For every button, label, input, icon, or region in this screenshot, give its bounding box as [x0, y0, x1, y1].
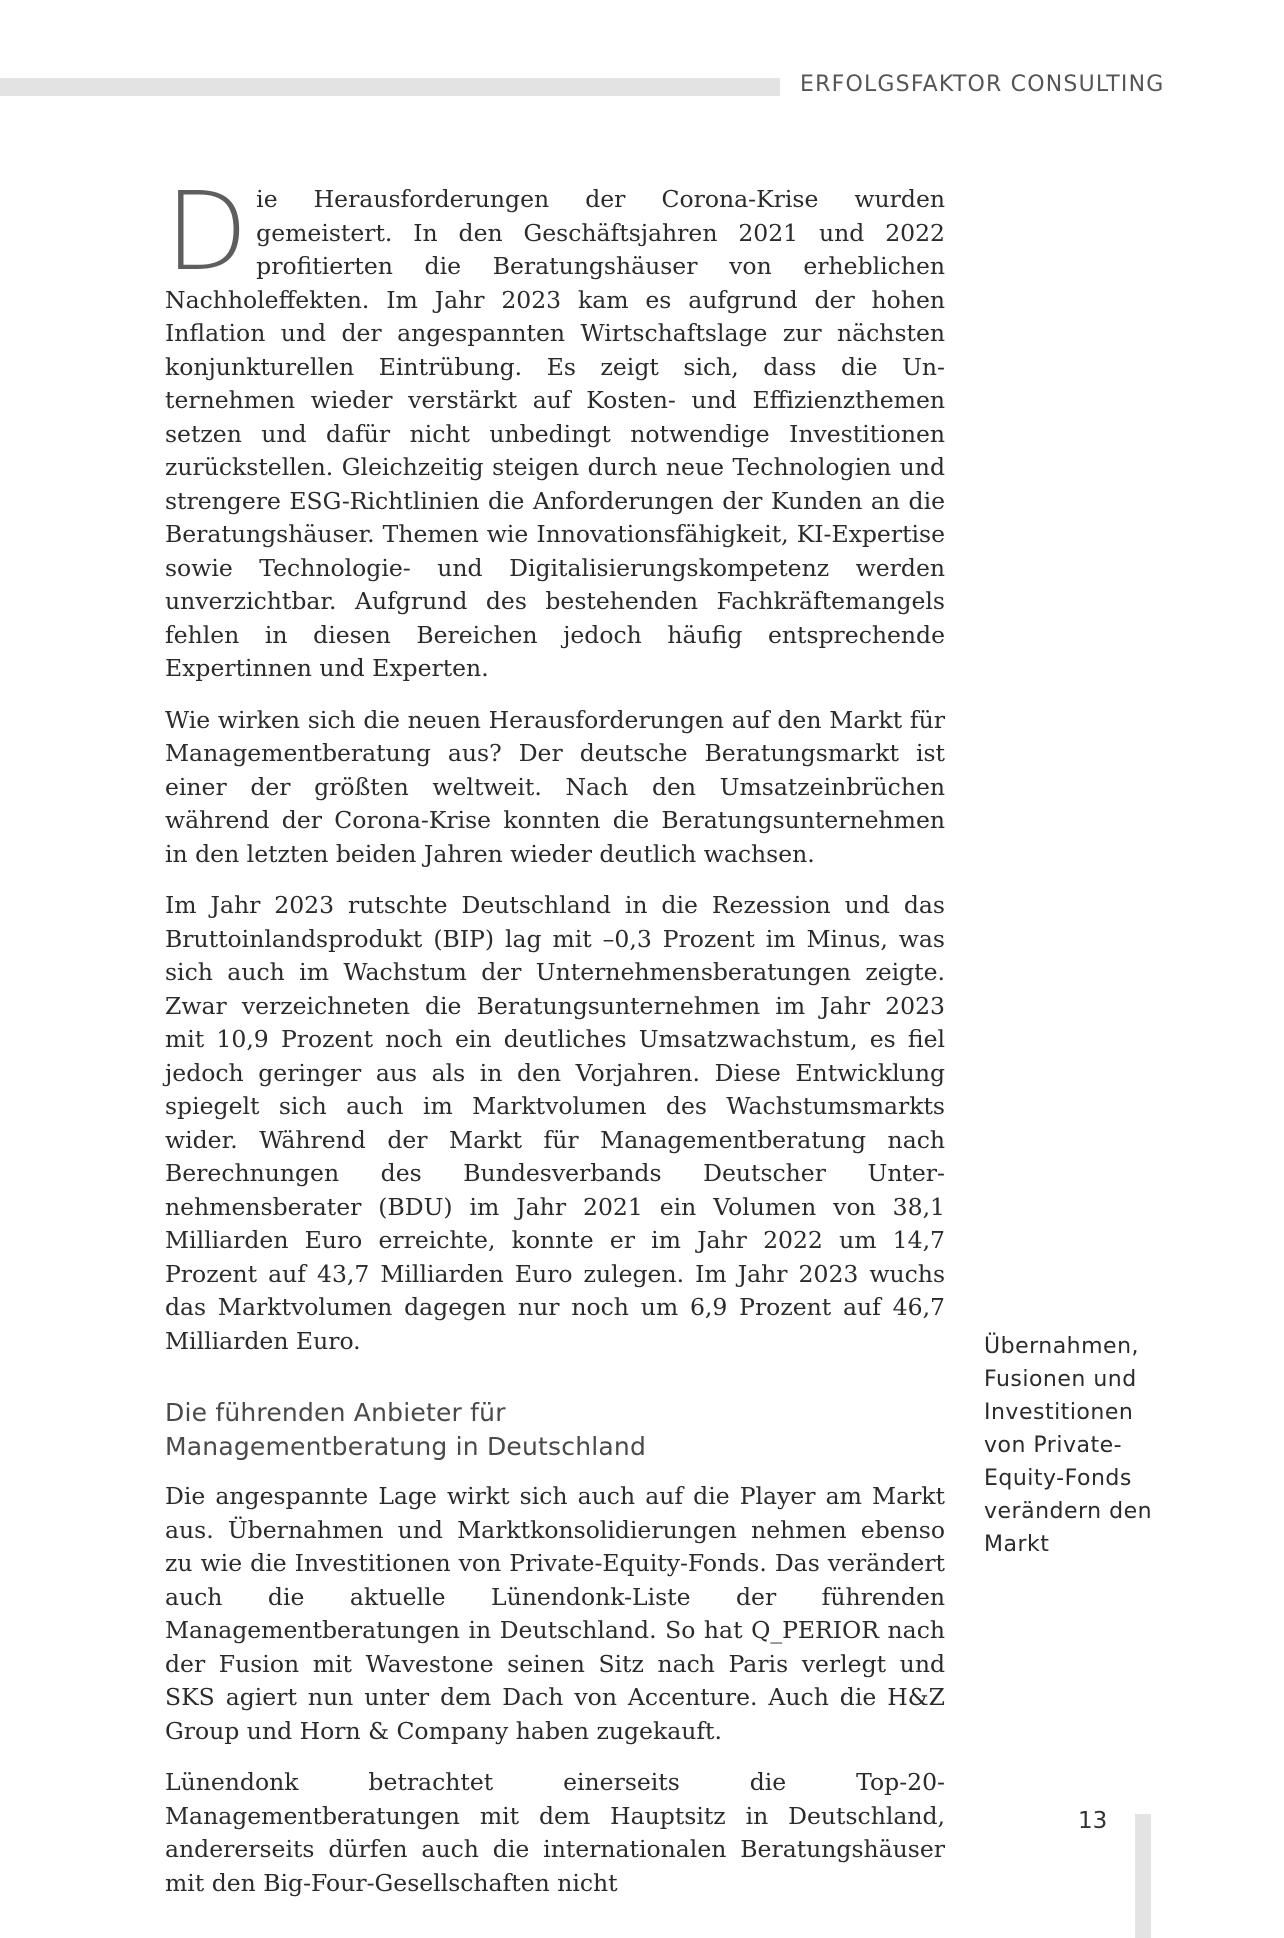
section-heading [165, 1396, 945, 1464]
section-heading-line-1: Die führenden Anbieter für [165, 1398, 506, 1427]
paragraph-players: Die angespannte Lage wirkt sich auch auf die Player am Markt aus. Übernahmen und Marktkonsolidierungen nehmen ebenso zu wie die Investitionen von Private-Equity-Fonds. Das verändert auch die aktuelle Lünendonk-Liste der führenden Managementberatungen in Deutschland. So hat Q_PERIOR nach der Fusion mit Wavestone seinen Sitz nach Paris verlegt und SKS agiert nun unter dem Dach von Accenture. Auch die H&Z Group und Horn & Company haben zugekauft. [165, 1482, 945, 1745]
page-number: 13 [1078, 1808, 1108, 1834]
margin-note-line: von Private- [984, 1433, 1123, 1458]
section-heading-line-2: Managementberatung in Deutschland [165, 1432, 647, 1461]
paragraph-luenendonk: Lünendonk betrachtet einerseits die Top-20-Managementberatungen mit dem Hauptsitz in Deutschland, andererseits dürfen auch die internationalen Beratungshäuser mit den Big-Four-Gesellschaften nicht [165, 1768, 945, 1897]
header-rule [0, 78, 780, 96]
paragraph-intro [165, 170, 945, 686]
margin-note-line: Investitionen [984, 1400, 1134, 1425]
margin-note-line: Markt [984, 1532, 1050, 1557]
page-edge-marker [1135, 1814, 1151, 1938]
margin-note [984, 1330, 1154, 1561]
paragraph-market-question: Wie wirken sich die neuen Herausforderungen auf den Markt für Managementberatung aus? Der deutsche Beratungsmarkt ist einer der größten weltweit. Nach den Umsatzeinbrüchen während der Corona-Krise konnten die Beratungsunternehmen in den letzten beiden Jahren wieder deutlich wachsen. [165, 705, 945, 868]
margin-note-line: Übernahmen, [984, 1334, 1140, 1359]
margin-note-line: verändern den [984, 1499, 1153, 1524]
running-header: ERFOLGSFAKTOR CONSULTING [800, 72, 1165, 97]
paragraph-recession: Im Jahr 2023 rutschte Deutschland in die Rezession und das Bruttoinlandsprodukt (BIP) lag mit –0,3 Prozent im Minus, was sich auch im Wachstum der Unternehmensberatungen zeigte. Zwar verzeichneten die Beratungsunternehmen im Jahr 2023 mit 10,9 Prozent noch ein deutliches Umsatzwachstum, es fiel jedoch geringer aus als in den Vorjahren. Diese Entwicklung spiegelt sich auch im Marktvolumen des Wachstumsmarkts wider. Während der Markt für Managementberatung nach Berechnungen des Bundesverbands Deutscher Unternehmensberater (BDU) im Jahr 2021 ein Volumen von 38,1 Milliarden Euro erreichte, konnte er im Jahr 2022 um 14,7 Prozent auf 43,7 Milliarden Euro zulegen. Im Jahr 2023 wuchs das Marktvolumen dagegen nur noch um 6,9 Prozent auf 46,7 Milliarden Euro. [165, 891, 945, 1355]
margin-note-line: Equity-Fonds [984, 1466, 1132, 1491]
margin-note-line: Fusionen und [984, 1367, 1137, 1392]
paragraph-intro-text: ie Herausforderungen der Corona-Krise wurden gemeistert. In den Geschäftsjahren 2021 und 2022 profitierten die Beratungshäuser von erheblichen Nachholeffekten. Im Jahr 2023 kam es aufgrund der hohen Inflation und der angespannten Wirtschaftslage zur nächsten konjunkturellen Eintrübung. Es zeigt sich, dass die Unternehmen wieder verstärkt auf Kosten- und Effizienzthemen setzen und dafür nicht unbedingt notwendige Investitionen zurückstellen. Gleichzeitig steigen durch neue Technologien und strengere ESG-Richtlinien die Anforderungen der Kunden an die Beratungshäuser. Themen wie Innovationsfähigkeit, KI-Expertise sowie Technologie- und Digitalisierungskompetenz werden unverzichtbar. Aufgrund des bestehenden Fachkräftemangels fehlen in diesen Bereichen jedoch häufig entsprechende Expertinnen und Experten. [165, 185, 945, 682]
main-text-column [165, 170, 945, 1918]
drop-cap: D [165, 170, 249, 295]
